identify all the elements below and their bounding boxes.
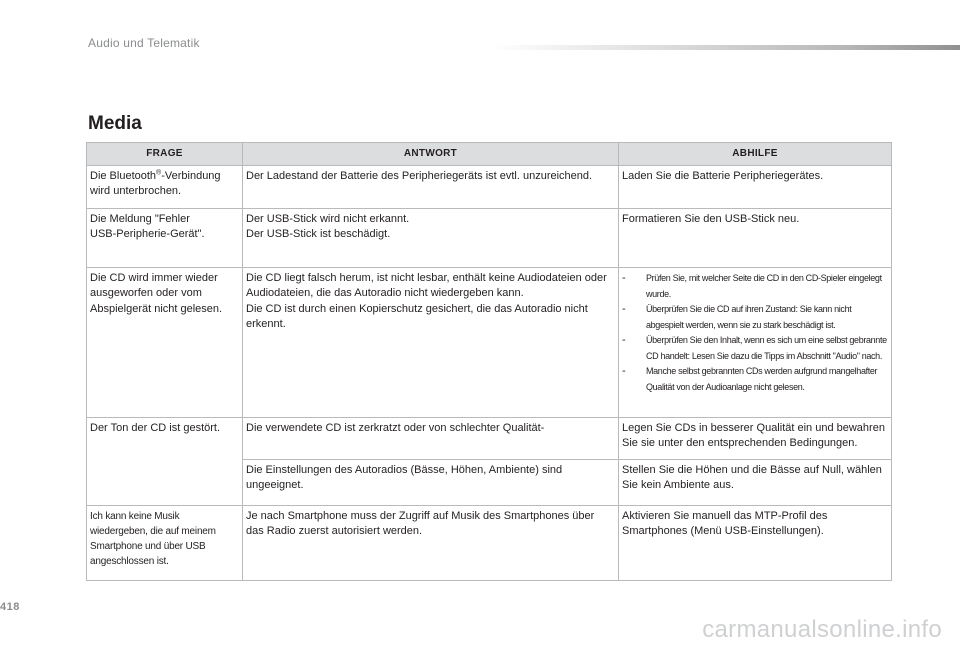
header-section-title: Audio und Telematik bbox=[88, 36, 200, 50]
answer-text: Die CD liegt falsch herum, ist nicht lesbar, enthält keine Audiodateien oder Audiodateien, die das Autoradio nicht wiedergeben kann. bbox=[246, 272, 607, 300]
page-number: 418 bbox=[0, 601, 20, 613]
question-text: Die Meldung "Fehler bbox=[90, 213, 190, 225]
question-text: Die Bluetooth bbox=[90, 170, 157, 182]
question-text: Der Ton der CD ist gestört. bbox=[90, 422, 221, 434]
solution-cell bbox=[619, 506, 892, 581]
answer-text: Die Einstellungen des Autoradios (Bässe, Höhen, Ambiente) sind ungeeignet. bbox=[246, 464, 563, 492]
answer-cell bbox=[243, 506, 619, 581]
question-cell bbox=[87, 506, 243, 581]
table-row bbox=[87, 418, 892, 460]
answer-cell bbox=[243, 209, 619, 268]
question-text: USB-Peripherie-Gerät". bbox=[90, 228, 205, 241]
registered-mark: ® bbox=[156, 169, 162, 177]
answer-text: Der USB-Stick wird nicht erkannt. bbox=[246, 213, 410, 225]
solution-list-item: - Manche selbst gebrannten CDs werden aufgrund mangelhafter Qualität von der Audioanlage nicht gelesen. bbox=[622, 365, 878, 392]
header-gradient-bar bbox=[490, 45, 960, 50]
page-title: Media bbox=[88, 113, 142, 134]
solution-list bbox=[622, 271, 888, 395]
question-text: Ich kann keine Musik wiedergeben, die auf meinem Smartphone und über USB angeschlossen ist. bbox=[90, 511, 216, 567]
solution-list-item: - Prüfen Sie, mit welcher Seite die CD in den CD-Spieler eingelegt wurde. bbox=[622, 272, 882, 299]
list-dash: - bbox=[622, 334, 626, 346]
solution-list-item: - Überprüfen Sie den Inhalt, wenn es sich um eine selbst gebrannte CD handelt: Lesen Sie dazu die Tipps im Abschnitt "Audio" nach. bbox=[622, 334, 887, 361]
table-row bbox=[87, 209, 892, 268]
question-cell bbox=[87, 166, 243, 209]
solution-text: Stellen Sie die Höhen und die Bässe auf Null, wählen Sie kein Ambiente aus. bbox=[622, 464, 882, 492]
solution-text: Aktivieren Sie manuell das MTP-Profil des Smartphones (Menü USB-Einstellungen). bbox=[622, 510, 828, 538]
answer-text: Der USB-Stick ist beschädigt. bbox=[246, 228, 391, 241]
column-header-answer: ANTWORT bbox=[243, 143, 619, 166]
troubleshooting-table bbox=[86, 142, 892, 581]
solution-cell bbox=[619, 166, 892, 209]
column-header-solution: ABHILFE bbox=[619, 143, 892, 166]
watermark: carmanualsonline.info bbox=[702, 616, 942, 643]
answer-cell bbox=[243, 166, 619, 209]
table-row bbox=[87, 506, 892, 581]
question-cell bbox=[87, 418, 243, 506]
table-row bbox=[87, 268, 892, 418]
answer-text: Der Ladestand der Batterie des Peripheriegeräts ist evtl. unzureichend. bbox=[246, 170, 593, 182]
answer-text: Die verwendete CD ist zerkratzt oder von schlechter Qualität- bbox=[246, 422, 545, 434]
table-header-row bbox=[87, 143, 892, 166]
solution-text: Legen Sie CDs in besserer Qualität ein und bewahren Sie sie unter den entsprechenden Bedingungen. bbox=[622, 422, 885, 450]
solution-text: Laden Sie die Batterie Peripheriegerätes. bbox=[622, 170, 824, 182]
list-dash: - bbox=[622, 365, 626, 377]
solution-text: Formatieren Sie den USB-Stick neu. bbox=[622, 213, 800, 225]
column-header-question: FRAGE bbox=[87, 143, 243, 166]
solution-cell bbox=[619, 268, 892, 418]
question-cell bbox=[87, 209, 243, 268]
solution-cell bbox=[619, 209, 892, 268]
answer-text: Die CD ist durch einen Kopierschutz gesichert, die das Autoradio nicht erkennt. bbox=[246, 302, 588, 331]
solution-list-item: - Überprüfen Sie die CD auf ihren Zustand: Sie kann nicht abgespielt werden, wenn sie zu stark beschädigt ist. bbox=[622, 303, 852, 330]
answer-text: Je nach Smartphone muss der Zugriff auf Musik des Smartphones über das Radio zuerst autorisiert werden. bbox=[246, 510, 595, 538]
table-row bbox=[87, 166, 892, 209]
question-text: Die CD wird immer wieder ausgeworfen oder vom Abspielgerät nicht gelesen. bbox=[90, 272, 223, 315]
solution-cell bbox=[619, 418, 892, 460]
answer-cell bbox=[243, 460, 619, 506]
question-cell bbox=[87, 268, 243, 418]
solution-cell bbox=[619, 460, 892, 506]
answer-cell bbox=[243, 268, 619, 418]
list-dash: - bbox=[622, 303, 626, 315]
list-dash: - bbox=[622, 272, 626, 284]
question-text: -Verbindung wird unterbrochen. bbox=[90, 170, 221, 198]
answer-cell bbox=[243, 418, 619, 460]
